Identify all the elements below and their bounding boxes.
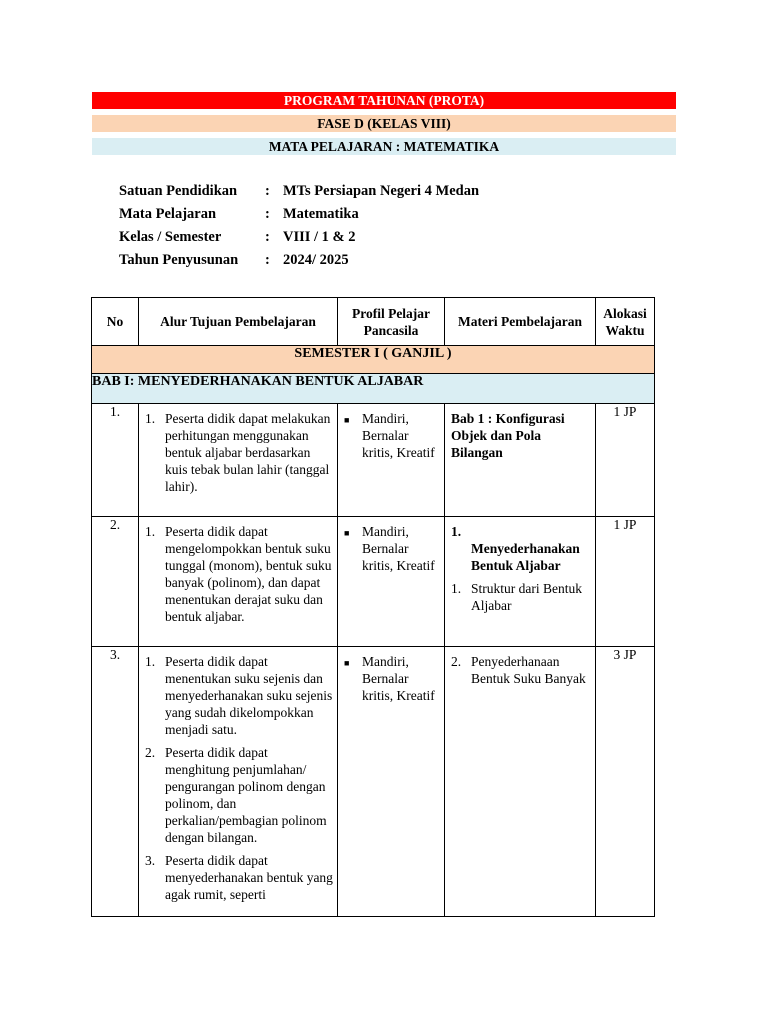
materi-title: Bab 1 : Konfigurasi Objek dan Pola Bilangan <box>451 411 565 460</box>
profil-text: Mandiri, Bernalar kritis, Kreatif <box>362 524 435 573</box>
materi-item-text: Struktur dari Bentuk Aljabar <box>471 581 582 613</box>
atp-item <box>145 410 333 495</box>
materi-item <box>451 580 591 614</box>
atp-item <box>145 653 333 738</box>
header-materi: Materi Pembelajaran <box>445 298 596 346</box>
row-number: 3. <box>92 647 139 917</box>
materi-item-number: 1. <box>451 581 462 596</box>
info-value: VIII / 1 & 2 <box>283 229 356 245</box>
atp-item-number: 1. <box>145 411 156 426</box>
atp-item <box>145 744 333 846</box>
materi-item-text: Penyederhanaan Bentuk Suku Banyak <box>471 654 586 686</box>
atp-item <box>145 852 333 903</box>
atp-item-text: Peserta didik dapat melakukan perhitungan menggunakan bentuk aljabar berdasarkan kuis tebak bulan lahir (tanggal lahir). <box>165 411 331 494</box>
info-label: Mata Pelajaran <box>119 206 217 222</box>
profil-cell <box>338 647 445 917</box>
atp-item-text: Peserta didik dapat mengelompokkan bentuk suku tunggal (monom), bentuk suku banyak (polinom), dan dapat menentukan derajat suku dan bentuk aljabar. <box>165 524 332 624</box>
info-separator: : <box>265 206 270 222</box>
materi-item <box>451 653 591 687</box>
atp-item-number: 2. <box>145 745 156 760</box>
materi-cell <box>445 517 596 647</box>
atp-item-text: Peserta didik dapat menentukan suku sejenis dan menyederhanakan suku sejenis yang sudah dikelompokkan menjadi satu. <box>165 654 333 737</box>
atp-cell <box>139 404 338 517</box>
materi-cell <box>445 647 596 917</box>
info-row-subject <box>119 206 479 229</box>
alokasi-cell: 3 JP <box>596 647 655 917</box>
atp-item-number: 3. <box>145 853 156 868</box>
materi-title: Menyederhanakan Bentuk Aljabar <box>471 541 580 573</box>
atp-item-number: 1. <box>145 654 156 669</box>
profil-cell <box>338 404 445 517</box>
info-row-school <box>119 183 479 206</box>
bab-row <box>92 374 655 404</box>
bullet-square-icon: ■ <box>344 658 350 668</box>
info-value: Matematika <box>283 206 359 222</box>
table-row <box>92 517 655 647</box>
table-row <box>92 647 655 917</box>
info-block <box>119 183 479 275</box>
info-label: Kelas / Semester <box>119 229 222 245</box>
info-label: Tahun Penyusunan <box>119 252 239 268</box>
row-number: 1. <box>92 404 139 517</box>
info-separator: : <box>265 229 270 245</box>
info-value: MTs Persiapan Negeri 4 Medan <box>283 183 480 199</box>
materi-cell <box>445 404 596 517</box>
info-value: 2024/ 2025 <box>283 252 349 268</box>
table-row <box>92 404 655 517</box>
materi-item-number: 2. <box>451 654 462 669</box>
title-banner: PROGRAM TAHUNAN (PROTA) <box>92 92 676 109</box>
alokasi-cell: 1 JP <box>596 517 655 647</box>
header-profil: Profil Pelajar Pancasila <box>338 298 445 346</box>
info-row-class <box>119 229 479 252</box>
row-number: 2. <box>92 517 139 647</box>
materi-title-number: 1. <box>451 524 462 539</box>
bab-label: BAB I: MENYEDERHANAKAN BENTUK ALJABAR <box>92 374 655 404</box>
header-atp: Alur Tujuan Pembelajaran <box>139 298 338 346</box>
profil-text: Mandiri, Bernalar kritis, Kreatif <box>362 654 435 703</box>
bullet-square-icon: ■ <box>344 415 350 425</box>
info-row-year <box>119 252 479 275</box>
header-no: No <box>92 298 139 346</box>
bullet-square-icon: ■ <box>344 528 350 538</box>
atp-cell <box>139 647 338 917</box>
subject-banner: MATA PELAJARAN : MATEMATIKA <box>92 138 676 155</box>
atp-item-text: Peserta didik dapat menyederhanakan bentuk yang agak rumit, seperti <box>165 853 333 902</box>
atp-cell <box>139 517 338 647</box>
info-separator: : <box>265 252 270 268</box>
profil-text: Mandiri, Bernalar kritis, Kreatif <box>362 411 435 460</box>
alokasi-cell: 1 JP <box>596 404 655 517</box>
table-header-row <box>92 298 655 346</box>
info-separator: : <box>265 183 270 199</box>
prota-table <box>91 297 655 917</box>
phase-banner: FASE D (KELAS VIII) <box>92 115 676 132</box>
header-alokasi: Alokasi Waktu <box>596 298 655 346</box>
profil-cell <box>338 517 445 647</box>
info-label: Satuan Pendidikan <box>119 183 238 199</box>
semester-label: SEMESTER I ( GANJIL ) <box>92 346 655 374</box>
atp-item-text: Peserta didik dapat menghitung penjumlahan/ pengurangan polinom dengan polinom, dan perkalian/pembagian polinom dengan bilangan. <box>165 745 327 845</box>
atp-item-number: 1. <box>145 524 156 539</box>
atp-item <box>145 523 333 625</box>
semester-row <box>92 346 655 374</box>
